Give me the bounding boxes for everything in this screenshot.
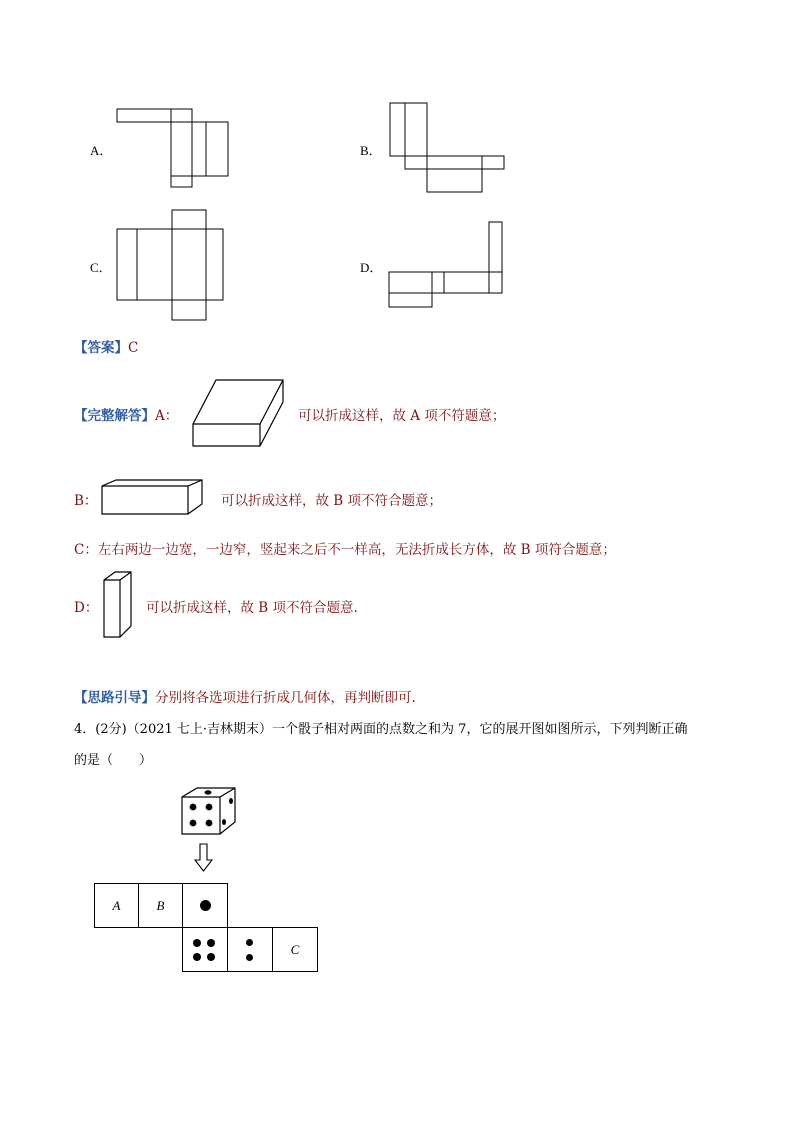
- solution-b-text: 可以折成这样，故 B 项不符合题意；: [221, 493, 443, 509]
- cuboid-b-figure: [100, 478, 205, 518]
- hint-line: [74, 686, 416, 706]
- solution-tag: 【完整解答】: [74, 408, 155, 424]
- option-a-label: A．: [90, 143, 113, 158]
- pip: [207, 939, 215, 947]
- option-c-label: C．: [90, 260, 112, 275]
- pip: [193, 953, 201, 961]
- solution-d-prefix: D：: [74, 600, 99, 616]
- answer-line: [74, 336, 138, 356]
- question4-line2: 的是（ ）: [74, 753, 153, 768]
- net-label-c: C: [290, 941, 300, 957]
- pip: [193, 939, 201, 947]
- net-face-four-pips: [182, 927, 228, 972]
- dice-figure: [180, 786, 240, 838]
- answer-tag: 【答案】: [74, 340, 128, 356]
- cuboid-a-figure: [190, 378, 290, 450]
- answer-value: C: [128, 340, 139, 356]
- net-face-b: [138, 883, 183, 928]
- net-face-a: [94, 883, 139, 928]
- solution-b-prefix: B：: [74, 493, 98, 509]
- solution-c-text: C：左右两边一边宽，一边窄，竖起来之后不一样高，无法折成长方体，故 B 项符合题意；: [74, 542, 616, 558]
- net-label-a: A: [112, 897, 121, 913]
- hint-text: 分别将各选项进行折成几何体，再判断即可.: [155, 690, 416, 706]
- net-face-one-pip: [182, 883, 228, 928]
- option-b-label: B．: [360, 143, 382, 158]
- pip: [246, 939, 253, 946]
- hint-tag: 【思路引导】: [74, 690, 155, 706]
- question4-line1: 4．(2分)（2021 七上·吉林期末）一个骰子相对两面的点数之和为 7，它的展开图如图所示，下列判断正确: [74, 722, 688, 737]
- net-face-two-pips: [227, 927, 273, 972]
- solution-a-prefix: [74, 404, 178, 424]
- option-d-net: [0, 0, 794, 340]
- pip: [207, 953, 215, 961]
- pip: [200, 900, 211, 911]
- cuboid-d-figure: [102, 570, 134, 640]
- down-arrow-icon: [194, 843, 214, 873]
- solution-d-text: 可以折成这样，故 B 项不符合题意.: [146, 600, 358, 616]
- option-d-label: D．: [360, 260, 383, 275]
- net-label-b: B: [156, 897, 165, 913]
- solution-a-text: 可以折成这样，故 A 项不符题意；: [298, 408, 506, 424]
- solution-a-letter: A：: [155, 408, 179, 424]
- pip: [246, 954, 253, 961]
- net-face-c: [272, 927, 318, 972]
